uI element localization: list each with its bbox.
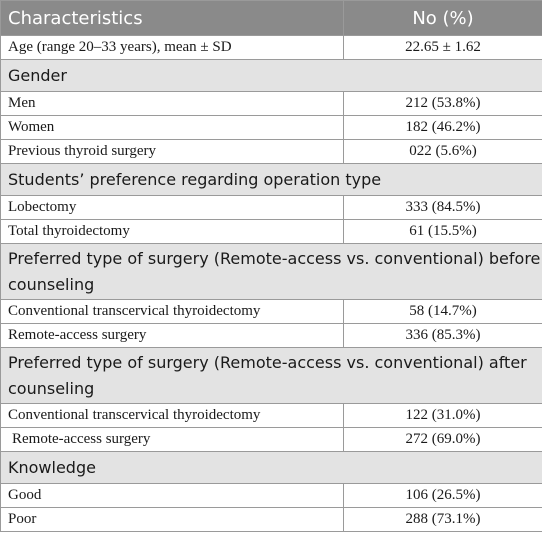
row-value: 288 (73.1%): [344, 508, 542, 532]
row-value: 272 (69.0%): [344, 428, 542, 452]
section-row: [1, 348, 542, 404]
row-label: Poor: [1, 508, 344, 532]
section-row: [1, 164, 542, 196]
row-label: Age (range 20–33 years), mean ± SD: [1, 36, 344, 60]
table-row: [1, 508, 542, 532]
row-value: 333 (84.5%): [344, 196, 542, 220]
row-label: Remote-access surgery: [1, 324, 344, 348]
table-row: [1, 484, 542, 508]
row-value: 61 (15.5%): [344, 220, 542, 244]
table-row: [1, 196, 542, 220]
table-row: [1, 36, 542, 60]
section-heading: Knowledge: [1, 452, 542, 484]
table-row: [1, 300, 542, 324]
row-value: 106 (26.5%): [344, 484, 542, 508]
row-label: Conventional transcervical thyroidectomy: [1, 404, 344, 428]
section-heading: Students’ preference regarding operation type: [1, 164, 542, 196]
table-row: [1, 324, 542, 348]
table-row: [1, 92, 542, 116]
row-label: Women: [1, 116, 344, 140]
row-value: 22.65 ± 1.62: [344, 36, 542, 60]
table-row: [1, 428, 542, 452]
section-row: [1, 244, 542, 300]
row-value: 212 (53.8%): [344, 92, 542, 116]
row-value: 182 (46.2%): [344, 116, 542, 140]
row-label: Lobectomy: [1, 196, 344, 220]
section-row: [1, 452, 542, 484]
table-row: [1, 404, 542, 428]
row-value: 122 (31.0%): [344, 404, 542, 428]
row-label: Remote-access surgery: [1, 428, 344, 452]
row-value: 022 (5.6%): [344, 140, 542, 164]
section-row: [1, 60, 542, 92]
table-row: [1, 220, 542, 244]
header-characteristics: Characteristics: [1, 1, 344, 36]
section-heading: Gender: [1, 60, 542, 92]
row-label: Men: [1, 92, 344, 116]
row-label: Conventional transcervical thyroidectomy: [1, 300, 344, 324]
row-value: 336 (85.3%): [344, 324, 542, 348]
table-header-row: [1, 1, 542, 36]
table-row: [1, 116, 542, 140]
row-label: Total thyroidectomy: [1, 220, 344, 244]
section-heading: Preferred type of surgery (Remote-access vs. conventional) after counseling: [1, 348, 542, 404]
row-value: 58 (14.7%): [344, 300, 542, 324]
row-label: Previous thyroid surgery: [1, 140, 344, 164]
section-heading: Preferred type of surgery (Remote-access vs. conventional) before counseling: [1, 244, 542, 300]
row-label: Good: [1, 484, 344, 508]
header-count-percent: No (%): [344, 1, 542, 36]
table-row: [1, 140, 542, 164]
